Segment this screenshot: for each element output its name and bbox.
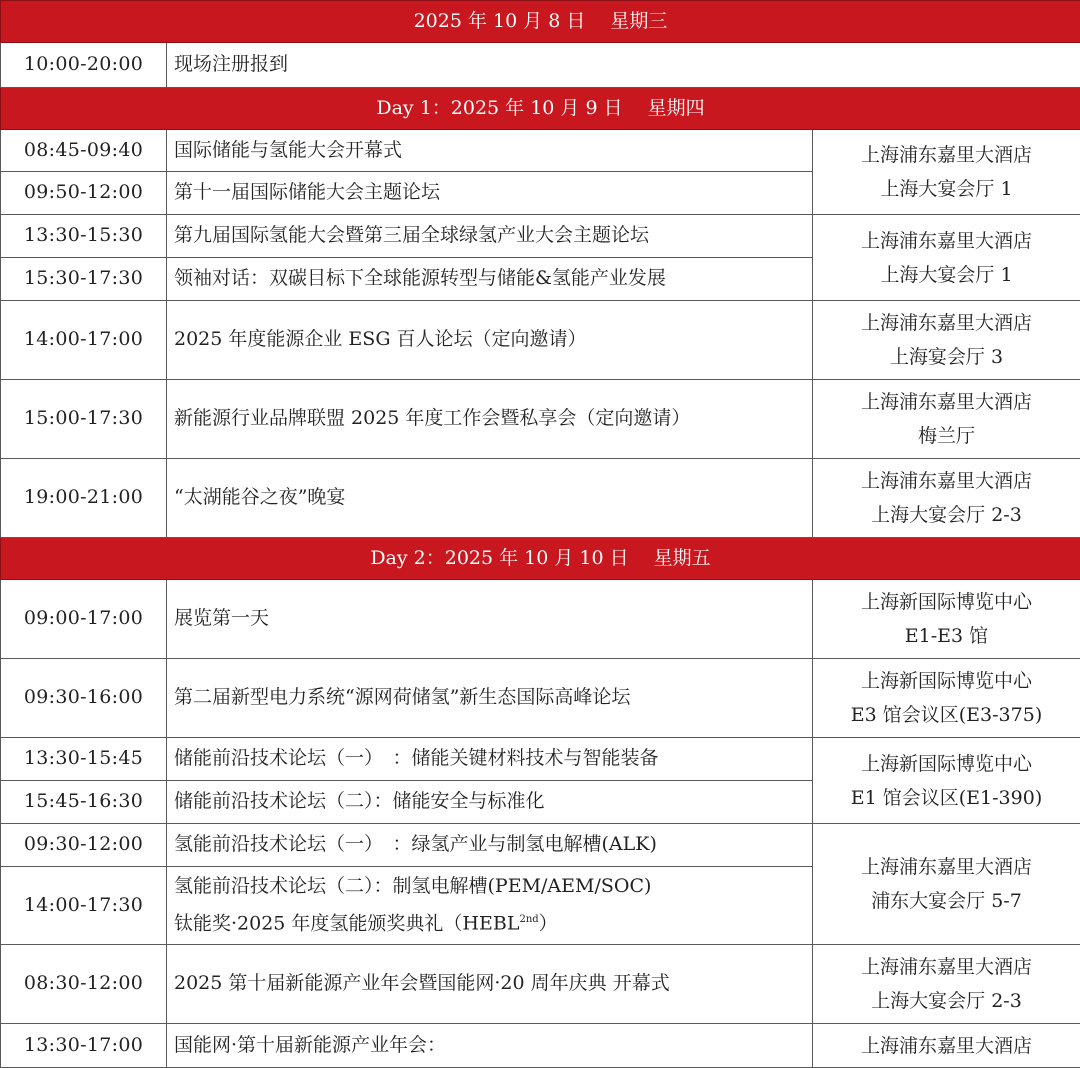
event-cell: 储能前沿技术论坛（二）：储能安全与标准化 xyxy=(167,781,813,824)
time-cell: 10:00-20:00 xyxy=(1,43,167,88)
time-cell: 15:45-16:30 xyxy=(1,781,167,824)
time-cell: 09:30-12:00 xyxy=(1,824,167,867)
venue-name: 上海浦东嘉里大酒店 xyxy=(813,224,1080,258)
event-cell: 储能前沿技术论坛（一） ：储能关键材料技术与智能装备 xyxy=(167,738,813,781)
venue-hall: 上海大宴会厅 1 xyxy=(813,258,1080,292)
venue-name: 上海浦东嘉里大酒店 xyxy=(813,306,1080,340)
day-header: Day 2：2025 年 10 月 10 日 星期五 xyxy=(1,538,1080,580)
event-cell: 2025 第十届新能源产业年会暨国能网·20 周年庆典 开幕式 xyxy=(167,945,813,1024)
venue-name: 上海浦东嘉里大酒店 xyxy=(813,950,1080,984)
schedule-row xyxy=(1,130,1080,172)
venue-hall: 上海大宴会厅 2-3 xyxy=(813,498,1080,532)
venue-cell xyxy=(813,945,1080,1024)
venue-cell xyxy=(813,459,1080,538)
event-line: 氢能前沿技术论坛（二）：制氢电解槽(PEM/AEM/SOC) xyxy=(174,870,812,903)
event-cell: 新能源行业品牌联盟 2025 年度工作会暨私享会（定向邀请） xyxy=(167,380,813,459)
schedule-row xyxy=(1,659,1080,738)
venue-hall: 浦东大宴会厅 5-7 xyxy=(813,884,1080,918)
schedule-row xyxy=(1,301,1080,380)
event-line xyxy=(174,903,812,940)
time-cell: 13:30-17:00 xyxy=(1,1024,167,1068)
schedule-row xyxy=(1,824,1080,867)
time-cell: 15:00-17:30 xyxy=(1,380,167,459)
schedule-row xyxy=(1,459,1080,538)
time-cell: 08:45-09:40 xyxy=(1,130,167,172)
venue-cell xyxy=(813,738,1080,824)
schedule-row xyxy=(1,43,1080,88)
venue-name: 上海新国际博览中心 xyxy=(813,664,1080,698)
venue-name: 上海浦东嘉里大酒店 xyxy=(813,850,1080,884)
event-cell: 现场注册报到 xyxy=(167,43,1080,88)
venue-hall: 上海大宴会厅 1 xyxy=(813,172,1080,206)
schedule-row xyxy=(1,1024,1080,1068)
venue-name: 上海浦东嘉里大酒店 xyxy=(813,464,1080,498)
time-cell: 19:00-21:00 xyxy=(1,459,167,538)
venue-cell xyxy=(813,130,1080,215)
event-cell: 氢能前沿技术论坛（一） ：绿氢产业与制氢电解槽(ALK) xyxy=(167,824,813,867)
venue-cell xyxy=(813,824,1080,945)
venue-cell xyxy=(813,301,1080,380)
schedule-row xyxy=(1,580,1080,659)
venue-hall: E3 馆会议区(E3-375) xyxy=(813,698,1080,732)
day-header-row xyxy=(1,538,1080,580)
day-header-row xyxy=(1,1,1080,43)
venue-cell xyxy=(813,1024,1080,1068)
event-cell xyxy=(167,867,813,945)
schedule-row xyxy=(1,945,1080,1024)
event-cell: 第九届国际氢能大会暨第三届全球绿氢产业大会主题论坛 xyxy=(167,215,813,258)
time-cell: 09:00-17:00 xyxy=(1,580,167,659)
event-cell: 第二届新型电力系统“源网荷储氢”新生态国际高峰论坛 xyxy=(167,659,813,738)
event-cell: 国际储能与氢能大会开幕式 xyxy=(167,130,813,172)
venue-cell xyxy=(813,215,1080,301)
time-cell: 13:30-15:30 xyxy=(1,215,167,258)
time-cell: 13:30-15:45 xyxy=(1,738,167,781)
time-cell: 08:30-12:00 xyxy=(1,945,167,1024)
venue-name: 上海浦东嘉里大酒店 xyxy=(813,385,1080,419)
event-cell: 国能网·第十届新能源产业年会： xyxy=(167,1024,813,1068)
venue-cell xyxy=(813,580,1080,659)
event-cell: 展览第一天 xyxy=(167,580,813,659)
venue-hall: 梅兰厅 xyxy=(813,419,1080,453)
venue-hall: 上海宴会厅 3 xyxy=(813,340,1080,374)
venue-cell xyxy=(813,659,1080,738)
event-cell: “太湖能谷之夜”晚宴 xyxy=(167,459,813,538)
day-header-row xyxy=(1,88,1080,130)
day-header: 2025 年 10 月 8 日 星期三 xyxy=(1,1,1080,43)
time-cell: 09:30-16:00 xyxy=(1,659,167,738)
event-line-text: 钛能奖·2025 年度氢能颁奖典礼（HEBL xyxy=(174,913,519,935)
event-cell: 领袖对话：双碳目标下全球能源转型与储能&氢能产业发展 xyxy=(167,258,813,301)
event-cell: 第十一届国际储能大会主题论坛 xyxy=(167,172,813,215)
venue-name: 上海新国际博览中心 xyxy=(813,585,1080,619)
time-cell: 09:50-12:00 xyxy=(1,172,167,215)
venue-name: 上海浦东嘉里大酒店 xyxy=(813,138,1080,172)
venue-name: 上海新国际博览中心 xyxy=(813,747,1080,781)
time-cell: 14:00-17:00 xyxy=(1,301,167,380)
time-cell: 14:00-17:30 xyxy=(1,867,167,945)
schedule-row xyxy=(1,215,1080,258)
venue-hall: E1-E3 馆 xyxy=(813,619,1080,653)
ordinal-superscript: 2nd xyxy=(519,914,538,925)
event-cell: 2025 年度能源企业 ESG 百人论坛（定向邀请） xyxy=(167,301,813,380)
time-cell: 15:30-17:30 xyxy=(1,258,167,301)
venue-hall: 上海大宴会厅 2-3 xyxy=(813,984,1080,1018)
schedule-row xyxy=(1,380,1080,459)
venue-cell xyxy=(813,380,1080,459)
venue-hall: E1 馆会议区(E1-390) xyxy=(813,781,1080,815)
day-header: Day 1：2025 年 10 月 9 日 星期四 xyxy=(1,88,1080,130)
venue-name: 上海浦东嘉里大酒店 xyxy=(813,1029,1080,1063)
event-line-tail: ） xyxy=(539,913,558,935)
schedule-row xyxy=(1,738,1080,781)
